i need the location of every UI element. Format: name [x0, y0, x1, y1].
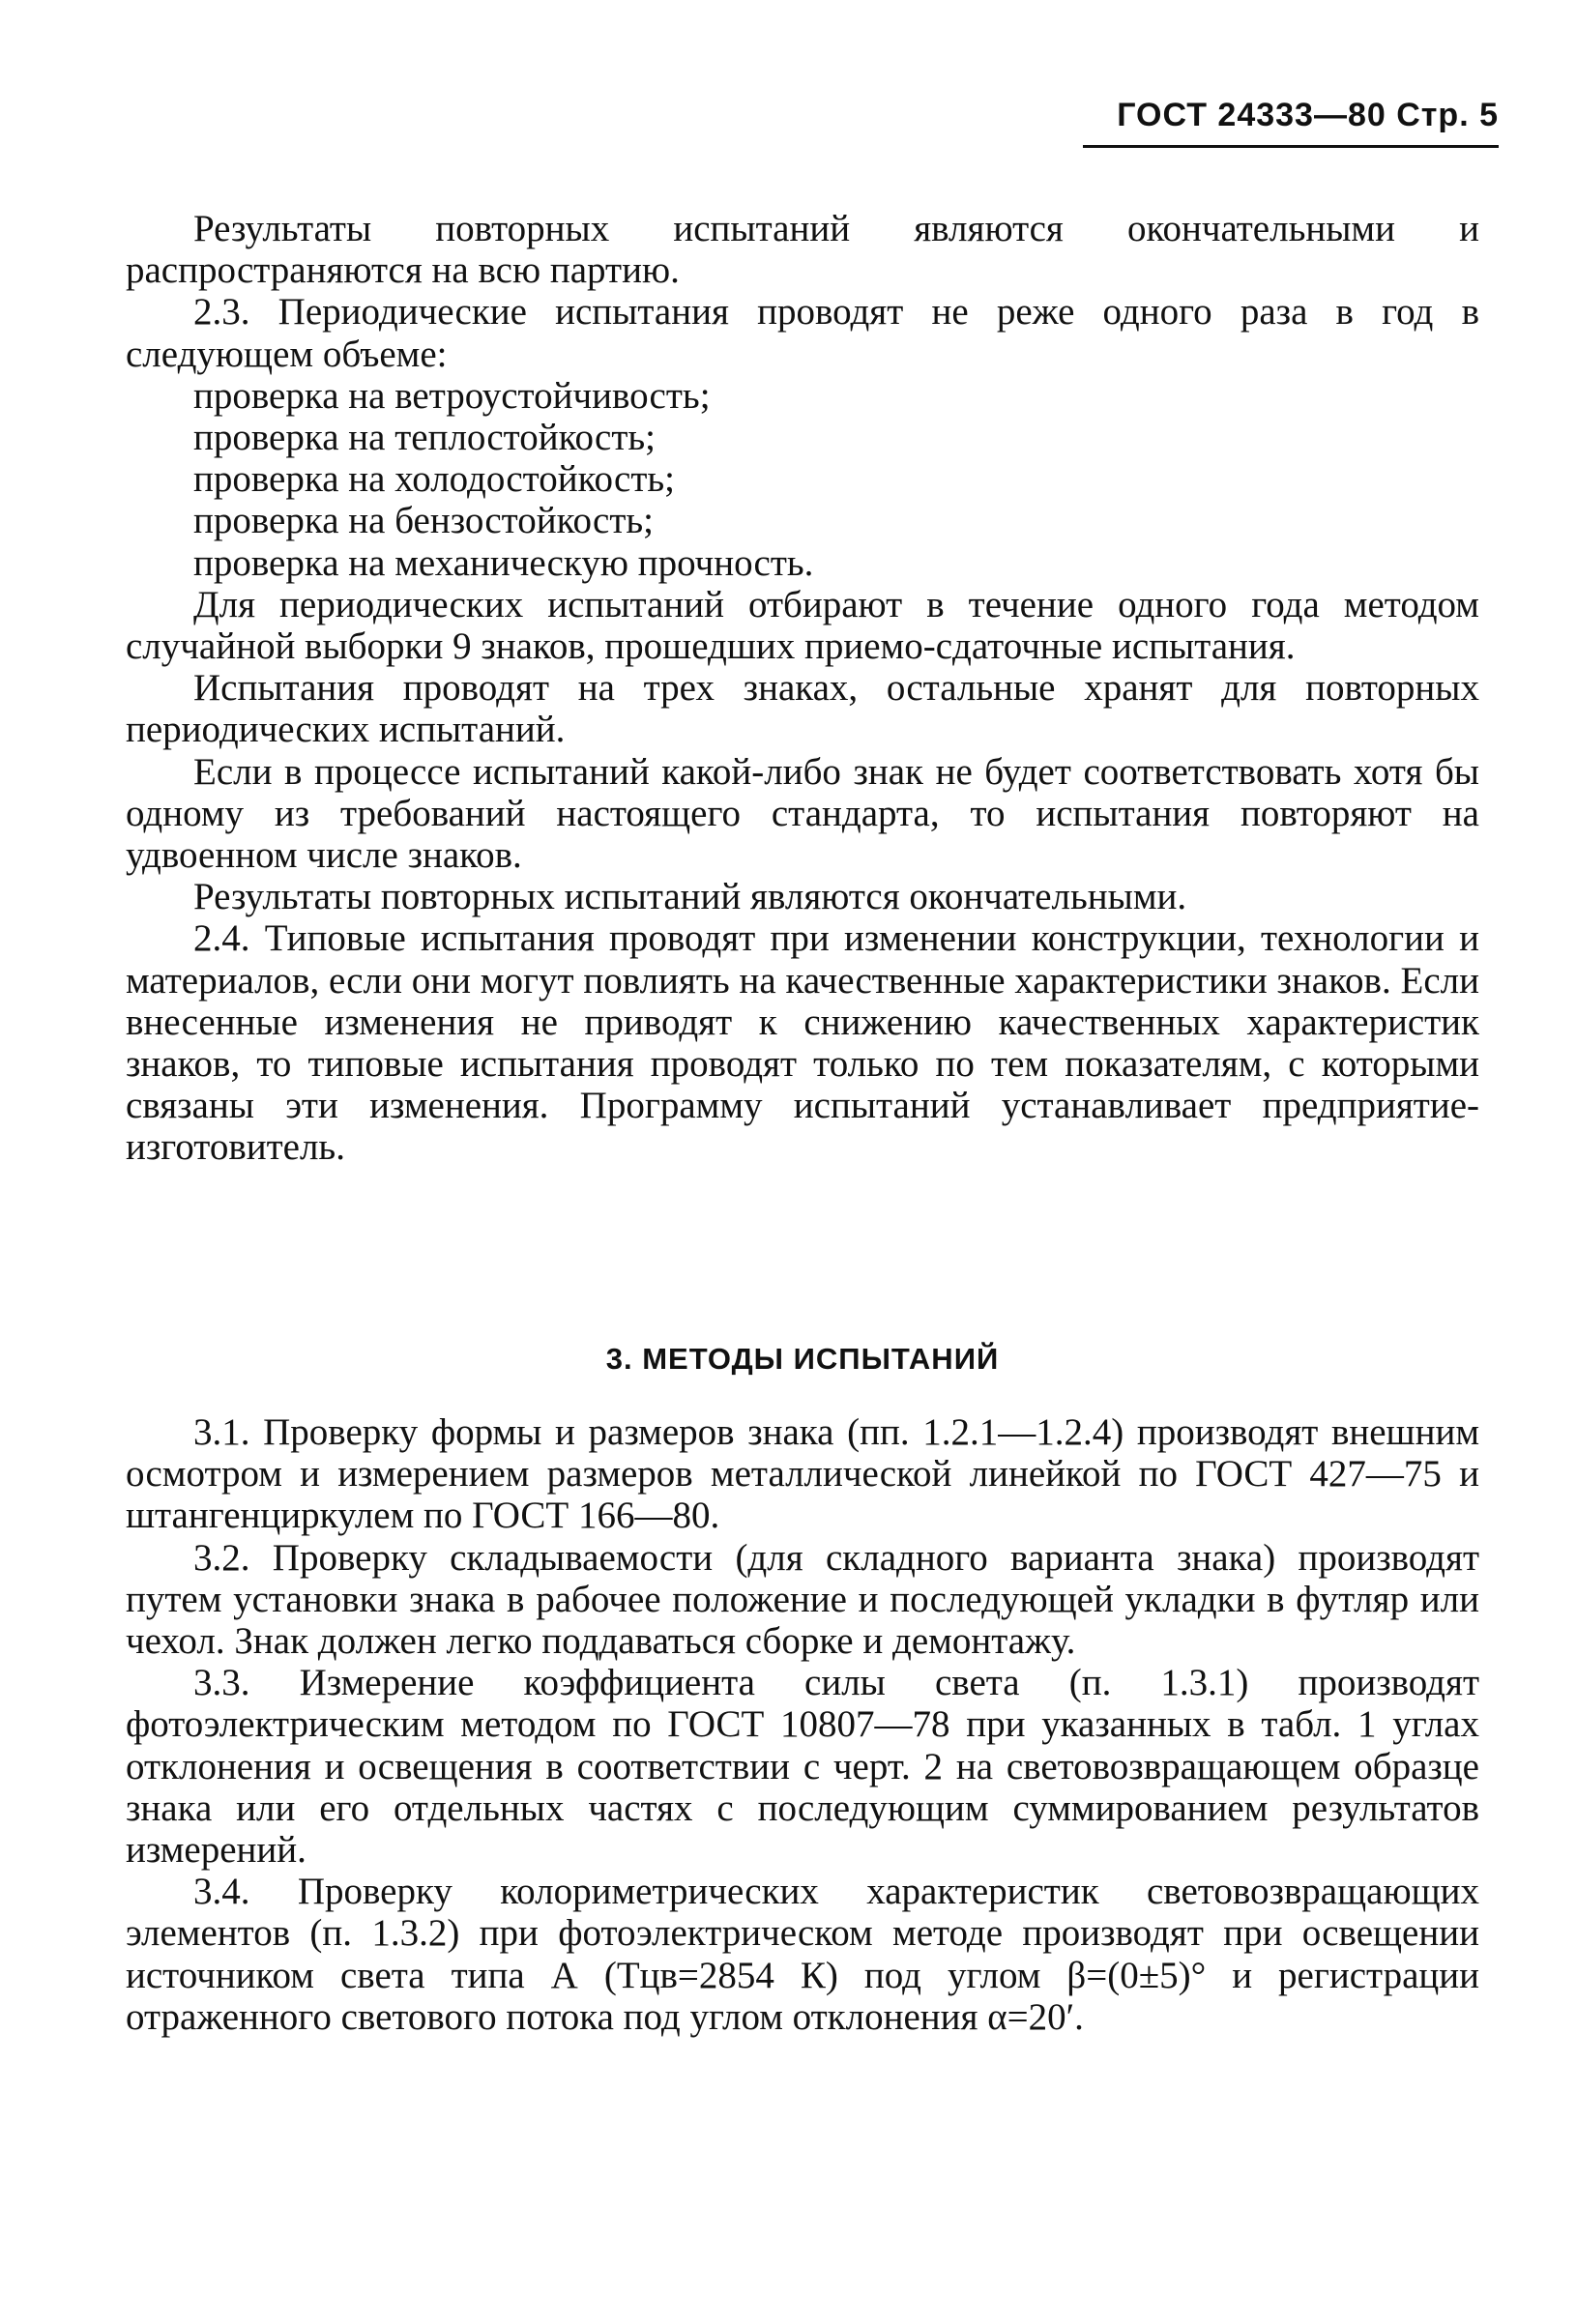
- paragraph: 2.4. Типовые испытания проводят при изменении конструкции, технологии и материалов, если они могут повлиять на качественные характеристики знаков. Если внесенные изменения не приводят к снижению качественных характеристик знаков, то типовые испытания проводят только по тем показателям, с которыми связаны эти изменения. Программу испытаний устанавливает предприятие-изготовитель.: [126, 917, 1479, 1169]
- paragraph: 2.3. Периодические испытания проводят не реже одного раза в год в следующем объеме:: [126, 291, 1479, 375]
- paragraph: Результаты повторных испытаний являются окончательными.: [193, 876, 1187, 918]
- paragraph: 3.1. Проверку формы и размеров знака (пп. 1.2.1—1.2.4) производят внешним осмотром и измерением размеров металлической линейкой по ГОСТ 427—75 и штангенциркулем по ГОСТ 166—80.: [126, 1411, 1479, 1537]
- paragraph: Результаты повторных испытаний являются окончательными и распространяются на всю партию.: [126, 208, 1479, 292]
- paragraph: Для периодических испытаний отбирают в течение одного года методом случайной выборки 9 знаков, прошедших приемо-сдаточные испытания.: [126, 583, 1479, 668]
- body-text-block-1: [126, 208, 1479, 1169]
- list-item: проверка на ветроустойчивость;: [193, 374, 711, 417]
- paragraph: Если в процессе испытаний какой-либо знак не будет соответствовать хотя бы одному из требований настоящего стандарта, то испытания повторяют на удвоенном числе знаков.: [126, 750, 1479, 877]
- list-item: проверка на механическую прочность.: [193, 541, 814, 584]
- section-heading: 3. МЕТОДЫ ИСПЫТАНИЙ: [605, 1342, 1000, 1376]
- body-text-block-2: [126, 1411, 1479, 2038]
- paragraph: 3.2. Проверку складываемости (для складного варианта знака) производят путем установки знака в рабочее положение и последующей укладки в футляр или чехол. Знак должен легко поддаваться сборке и демонтажу.: [126, 1536, 1479, 1663]
- header-rule: [1083, 145, 1499, 148]
- list-item: проверка на холодостойкость;: [193, 458, 675, 501]
- paragraph: Испытания проводят на трех знаках, остальные хранят для повторных периодических испытаний.: [126, 667, 1479, 751]
- paragraph: 3.3. Измерение коэффициента силы света (п. 1.3.1) производят фотоэлектрическим методом по ГОСТ 10807—78 при указанных в табл. 1 углах отклонения и освещения в соответствии с черт. 2 на световозвращающем образце знака или его отдельных частях с последующим суммированием результатов измерений.: [126, 1662, 1479, 1872]
- paragraph: 3.4. Проверку колориметрических характеристик световозвращающих элементов (п. 1.3.2) при фотоэлектрическом методе производят при освещении источником света типа А (Тцв=2854 К) под углом β=(0±5)° и регистрации отраженного светового потока под углом отклонения α=20′.: [126, 1871, 1479, 2038]
- list-item: проверка на бензостойкость;: [193, 500, 654, 542]
- running-header: ГОСТ 24333—80 Стр. 5: [1117, 97, 1499, 133]
- list-item: проверка на теплостойкость;: [193, 417, 656, 459]
